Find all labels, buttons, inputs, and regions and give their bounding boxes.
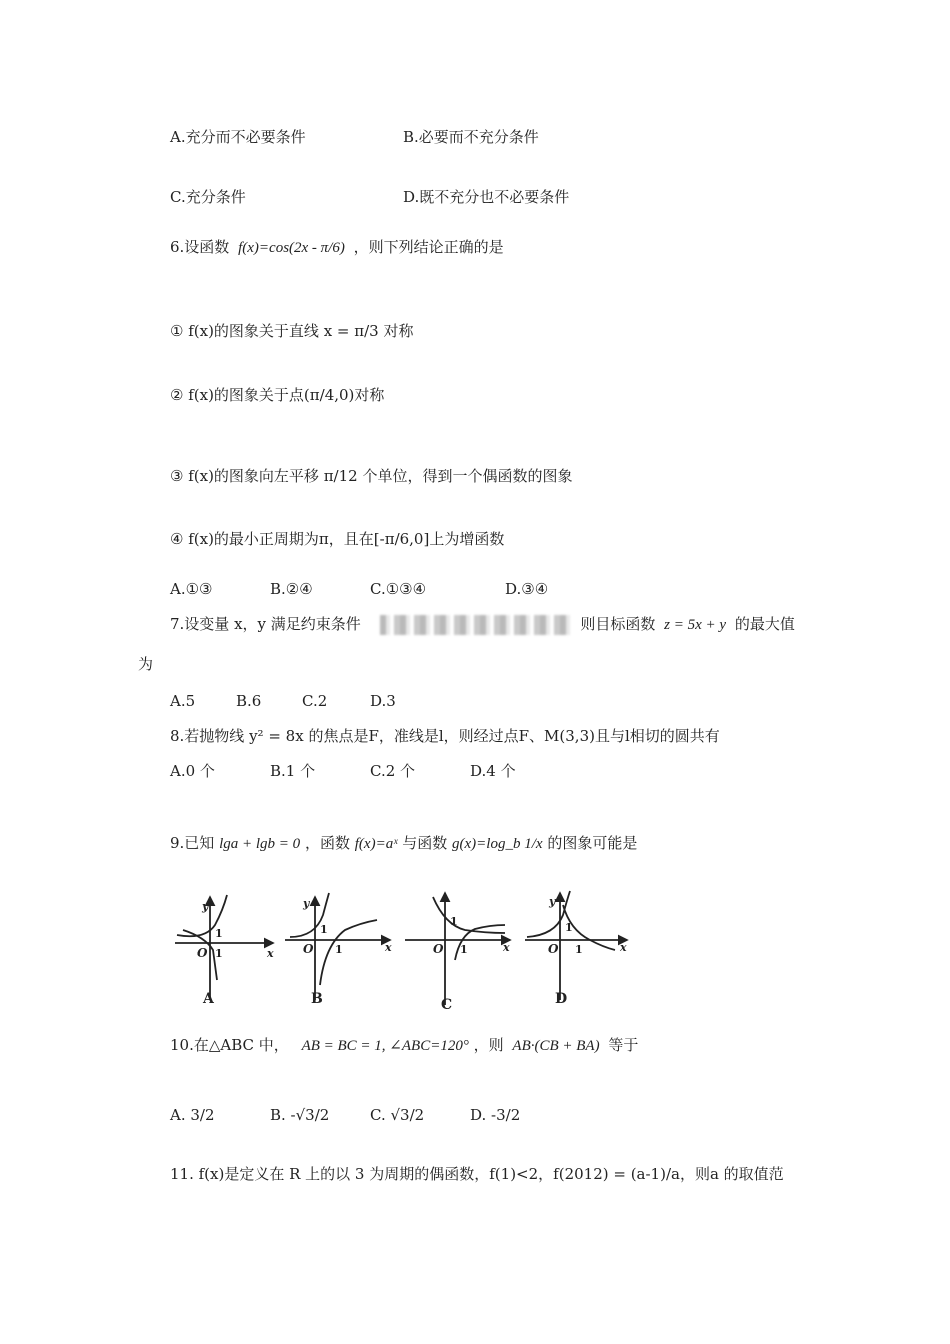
svg-text:1: 1: [215, 927, 223, 940]
q8-stem: 8.若抛物线 y² = 8x 的焦点是F，准线是l，则经过点F、M(3,3)且与l相切的圆共有: [170, 727, 720, 745]
q6-statement-1: ① f(x)的图象关于直线 x = π/3 对称: [170, 322, 414, 340]
q7-option-d: D.3: [370, 692, 396, 710]
q8-option-a: A.0 个: [170, 762, 215, 780]
q7-stem-prefix: 7.设变量 x，y 满足约束条件: [170, 615, 361, 633]
q6-function: f(x)=cos(2x - π/6): [238, 240, 345, 256]
q11-stem: 11. f(x)是定义在 R 上的以 3 为周期的偶函数，f(1)<2，f(2012) = (a-1)/a，则a 的取值范: [170, 1165, 784, 1183]
q9-g: g(x)=log_b 1/x: [452, 836, 543, 852]
q5-option-a: A.充分而不必要条件: [170, 128, 306, 146]
q5-option-b: B.必要而不充分条件: [403, 128, 539, 146]
svg-text:x: x: [385, 941, 392, 954]
q10-stem-prefix: 10.在△ABC 中，: [170, 1036, 289, 1054]
q6-option-b: B.②④: [270, 580, 313, 598]
q10-option-d: D. -3/2: [470, 1106, 521, 1124]
q6-option-a: A.①③: [170, 580, 213, 598]
svg-text:x: x: [267, 947, 274, 960]
q7-stem-wrap: 为: [138, 655, 154, 673]
q8-option-c: C.2 个: [370, 762, 416, 780]
q9-graph-label-a: A: [203, 991, 214, 1007]
svg-text:1: 1: [450, 915, 458, 928]
svg-text:O: O: [433, 942, 444, 956]
q9-stem: [170, 832, 637, 855]
q7-target: z = 5x + y: [664, 617, 727, 633]
q6-stem-suffix: ，则下列结论正确的是: [353, 238, 504, 256]
q9-graph-label-b: B: [311, 991, 323, 1007]
svg-text:y: y: [202, 900, 209, 913]
q6-statement-2: ② f(x)的图象关于点(π/4,0)对称: [170, 386, 385, 404]
q6-option-c: C.①③④: [370, 580, 427, 598]
q10-option-a: A. 3/2: [170, 1106, 215, 1124]
q7-stem-end: 的最大值: [734, 615, 795, 633]
q7-stem-suffix: 则目标函数: [580, 615, 656, 633]
q10-option-b: B. -√3/2: [270, 1106, 330, 1124]
q9-graph-a: [175, 895, 273, 1000]
q9-condition: lga + lgb = 0: [219, 836, 301, 852]
svg-text:1: 1: [320, 923, 328, 936]
svg-text:O: O: [197, 946, 208, 960]
svg-text:1: 1: [460, 943, 468, 956]
q9-stem-mid2: 与函数: [402, 834, 448, 852]
q9-f: f(x)=aˣ: [354, 836, 398, 852]
svg-text:1: 1: [215, 947, 223, 960]
q7-option-c: C.2: [302, 692, 328, 710]
svg-text:x: x: [503, 941, 510, 954]
svg-text:y: y: [303, 897, 310, 910]
q9-graph-c: [405, 893, 510, 1005]
q9-stem-prefix: 9.已知: [170, 834, 215, 852]
q9-stem-suffix: 的图象可能是: [547, 834, 638, 852]
q8-option-b: B.1 个: [270, 762, 316, 780]
q7-stem: [170, 613, 795, 636]
q9-stem-mid: ，函数: [304, 834, 350, 852]
q9-graphs: [165, 885, 635, 1010]
q10-stem-suffix: 等于: [608, 1036, 639, 1054]
svg-text:O: O: [303, 942, 314, 956]
q8-option-d: D.4 个: [470, 762, 516, 780]
q10-stem: [170, 1034, 638, 1057]
svg-text:y: y: [549, 895, 556, 908]
q7-constraint-image: [380, 615, 570, 635]
svg-text:1: 1: [565, 921, 573, 934]
q9-graph-label-d: D: [555, 991, 568, 1007]
svg-text:O: O: [548, 942, 559, 956]
q7-option-a: A.5: [170, 692, 196, 710]
svg-text:x: x: [620, 941, 627, 954]
q6-statement-3: ③ f(x)的图象向左平移 π/12 个单位，得到一个偶函数的图象: [170, 467, 573, 485]
q6-stem-prefix: 6.设函数: [170, 238, 230, 256]
svg-text:1: 1: [335, 943, 343, 956]
q5-option-d: D.既不充分也不必要条件: [403, 188, 570, 206]
q6-statement-4: ④ f(x)的最小正周期为π，且在[-π/6,0]上为增函数: [170, 530, 505, 548]
q10-condition: AB = BC = 1, ∠ABC=120°: [301, 1038, 469, 1054]
q10-stem-mid: ，则: [473, 1036, 504, 1054]
q10-option-c: C. √3/2: [370, 1106, 425, 1124]
q9-graph-label-c: C: [441, 997, 453, 1010]
q6-option-d: D.③④: [505, 580, 549, 598]
svg-text:1: 1: [575, 943, 583, 956]
q6-stem: [170, 236, 504, 259]
q5-option-c: C.充分条件: [170, 188, 246, 206]
q7-option-b: B.6: [236, 692, 262, 710]
q10-expression: AB·(CB + BA): [512, 1038, 600, 1054]
